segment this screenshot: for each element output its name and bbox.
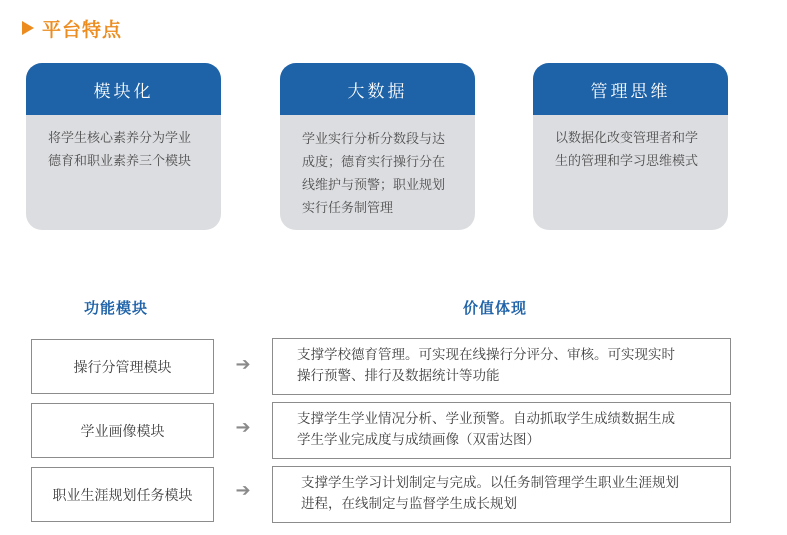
card-title: 模块化 [26, 63, 221, 115]
card-title: 大数据 [280, 63, 475, 115]
module-box-academic-portrait: 学业画像模块 [31, 403, 214, 458]
card-title: 管理思维 [533, 63, 728, 115]
card-description [280, 115, 475, 220]
card-description-line: 实行任务制管理 [302, 201, 394, 216]
card-description-line: 线维护与预警；职业规划 [302, 178, 446, 193]
value-line: 支撑学生学习计划制定与完成。以任务制管理学生职业生涯规划 [301, 475, 679, 491]
triangle-right-icon [22, 21, 34, 35]
card-description-line: 德育和职业素养三个模块 [48, 154, 192, 169]
feature-card-modular [26, 63, 221, 230]
feature-card-management-thinking [533, 63, 728, 230]
column-heading-function: 功能模块 [84, 299, 149, 317]
column-heading-value: 价值体现 [463, 299, 528, 317]
value-line: 进程，在线制定与监督学生成长规划 [301, 496, 517, 512]
module-box-career-planning: 职业生涯规划任务模块 [31, 467, 214, 522]
card-description [26, 115, 221, 173]
value-line: 支撑学校德育管理。可实现在线操行分评分、审核。可实现实时 [297, 347, 675, 363]
card-description-line: 以数据化改变管理者和学 [555, 131, 699, 146]
module-box-conduct-score: 操行分管理模块 [31, 339, 214, 394]
arrow-right-icon: ➔ [235, 417, 251, 438]
value-box-career-planning [272, 466, 731, 523]
card-description-line: 成度；德育实行操行分在 [302, 155, 446, 170]
card-description-line: 学业实行分析分数段与达 [302, 132, 446, 147]
card-description-line: 将学生核心素养分为学业 [48, 131, 192, 146]
section-heading [22, 14, 122, 42]
value-line: 操行预警、排行及数据统计等功能 [297, 368, 500, 384]
value-line: 学生学业完成度与成绩画像（双雷达图） [297, 432, 540, 448]
section-title: 平台特点 [42, 18, 123, 41]
arrow-right-icon: ➔ [235, 354, 251, 375]
value-box-academic-portrait [272, 402, 731, 459]
card-description-line: 生的管理和学习思维模式 [555, 154, 699, 169]
value-line: 支撑学生学业情况分析、学业预警。自动抓取学生成绩数据生成 [297, 411, 675, 427]
card-description [533, 115, 728, 173]
arrow-right-icon: ➔ [235, 480, 251, 501]
feature-card-big-data [280, 63, 475, 230]
value-box-conduct-score [272, 338, 731, 395]
